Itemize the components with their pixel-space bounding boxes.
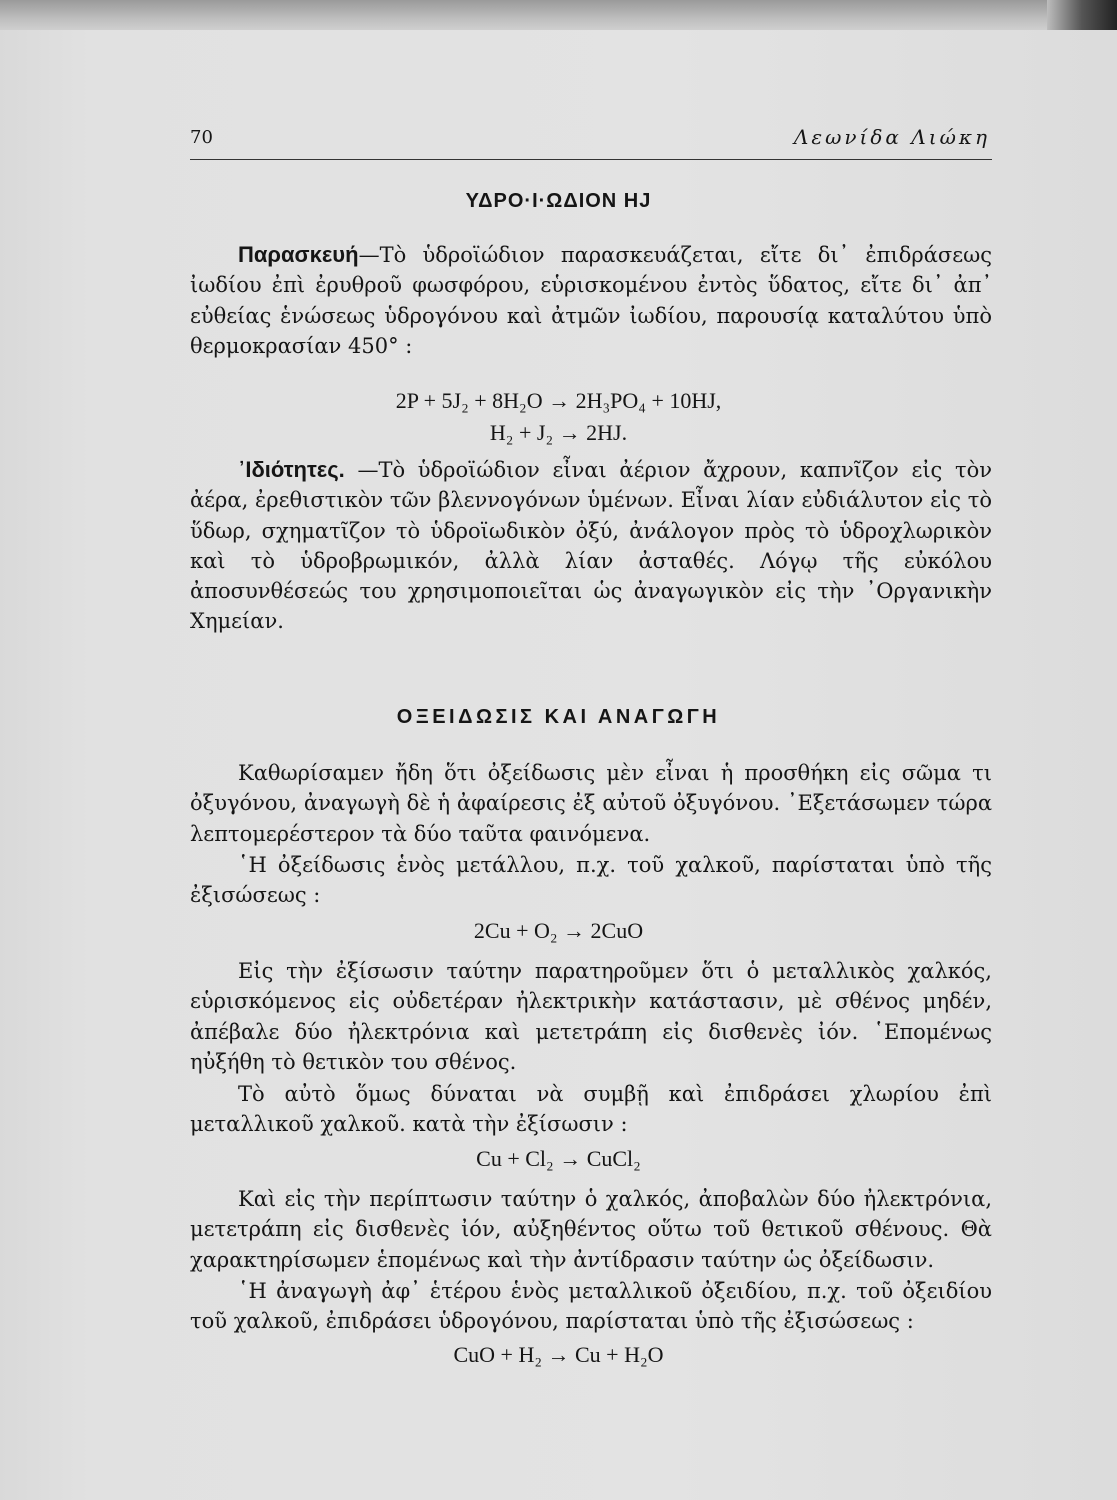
paragraph-chlorine: Τὸ αὐτὸ ὅμως δύναται νὰ συμβῇ καὶ ἐπιδράσει χλωρίου ἐπὶ μεταλλικοῦ χαλκοῦ. κατὰ τὴν ἐξίσωσιν : [190, 1082, 992, 1137]
section-title-hydroiodide: ΥΔΡΟ·Ι·ΩΔΙΟΝ HJ [465, 190, 652, 212]
paragraph-reduction: ῾Η ἀναγωγὴ ἀφ᾽ ἑτέρου ἑνὸς μεταλλικοῦ ὀξειδίου, π.χ. τοῦ ὀξειδίου τοῦ χαλκοῦ, ἐπιδράσει ὑδρογόνου, παρίσταται ὑπὸ τῆς ἐξισώσεως : [190, 1279, 992, 1334]
paragraph-preparation [190, 240, 992, 361]
equation-5: CuO + H₂ → Cu + H₂O [453, 1342, 664, 1367]
equation-2: H₂ + J₂ → 2HJ. [489, 420, 628, 445]
book-page [0, 30, 1117, 1500]
running-head: Λεωνίδα Λιώκη [793, 125, 990, 149]
page-header [190, 125, 992, 160]
section-title-oxidation-reduction: ΟΞΕΙΔΩΣΙΣ ΚΑΙ ΑΝΑΓΩΓΗ [396, 706, 721, 728]
page-number: 70 [190, 127, 213, 148]
paragraph-observation: Εἰς τὴν ἐξίσωσιν ταύτην παρατηροῦμεν ὅτι ὁ μεταλλικὸς χαλκός, εὑρισκόμενος εἰς οὐδετέραν ἠλεκτρικὴν κατάστασιν, μὲ σθένος μηδέν, ἀπέβαλε δύο ἠλεκτρόνια καὶ μετετράπη εἰς δισθενὲς ἰόν. ῾Επομένως ηὐξήθη τὸ θετικὸν του σθένος. [190, 959, 992, 1074]
equation-1: 2P + 5J₂ + 8H₂O → 2H₃PO₄ + 10HJ, [395, 388, 722, 413]
equation-4: Cu + Cl₂ → CuCl₂ [476, 1146, 641, 1171]
scan-top-edge [0, 0, 1117, 30]
paragraph-definition: Καθωρίσαμεν ἤδη ὅτι ὀξείδωσις μὲν εἶναι ἡ προσθήκη εἰς σῶμα τι ὀξυγόνου, ἀναγωγὴ δὲ ἡ ἀφαίρεσις ἐξ αὐτοῦ ὀξυγόνου. ᾽Εξετάσωμεν τώρα λεπτομερέστερον τὰ δύο ταῦτα φαινόμενα. [190, 761, 992, 846]
scan-corner-shadow [1047, 0, 1117, 30]
preparation-text: —Τὸ ὑδροϊώδιον παρασκευάζεται, εἴτε δι᾽ ἐπιδράσεως ἰωδίου ἐπὶ ἐρυθροῦ φωσφόρου, εὑρισκομένου ἐντὸς ὕδατος, εἴτε δι᾽ ἀπ᾽ εὐθείας ἑνώσεως ὑδρογόνου καὶ ἀτμῶν ἰωδίου, παρουσίᾳ καταλύτου ὑπὸ θερμοκρασίαν 450° : [190, 243, 992, 358]
paragraph-properties [190, 455, 992, 637]
properties-text: —Τὸ ὑδροϊώδιον εἶναι ἀέριον ἄχρουν, καπνῖζον εἰς τὸν ἀέρα, ἐρεθιστικὸν τῶν βλεννογόνων ὑμένων. Εἶναι λίαν εὐδιάλυτον εἰς τὸ ὕδωρ, σχηματῖζον τὸ ὑδροϊωδικὸν ὀξύ, ἀνάλογον πρὸς τὸ ὑδροχλωρικὸν καὶ τὸ ὑδροβρωμικόν, ἀλλὰ λίαν ἀσταθές. Λόγῳ τῆς εὐκόλου ἀποσυνθέσεώς του χρησιμοποιεῖται ὡς ἀναγωγικὸν εἰς τὴν ᾽Οργανικὴν Χημείαν. [190, 458, 992, 634]
paragraph-conclusion: Καὶ εἰς τὴν περίπτωσιν ταύτην ὁ χαλκός, ἀποβαλὼν δύο ἠλεκτρόνια, μετετράπη εἰς δισθενὲς ἰόν, αὐξηθέντος οὕτω τοῦ θετικοῦ σθένους. Θὰ χαρακτηρίσωμεν ἑπομένως καὶ τὴν ἀντίδρασιν ταύτην ὡς ὀξείδωσιν. [190, 1187, 992, 1272]
heading-preparation: Παρασκευή [238, 242, 359, 267]
paragraph-copper-oxidation: ῾Η ὀξείδωσις ἑνὸς μετάλλου, π.χ. τοῦ χαλκοῦ, παρίσταται ὑπὸ τῆς ἐξισώσεως : [190, 853, 992, 908]
heading-properties: ᾽Ιδιότητες. [238, 457, 345, 482]
equation-3: 2Cu + O₂ → 2CuO [473, 918, 644, 943]
